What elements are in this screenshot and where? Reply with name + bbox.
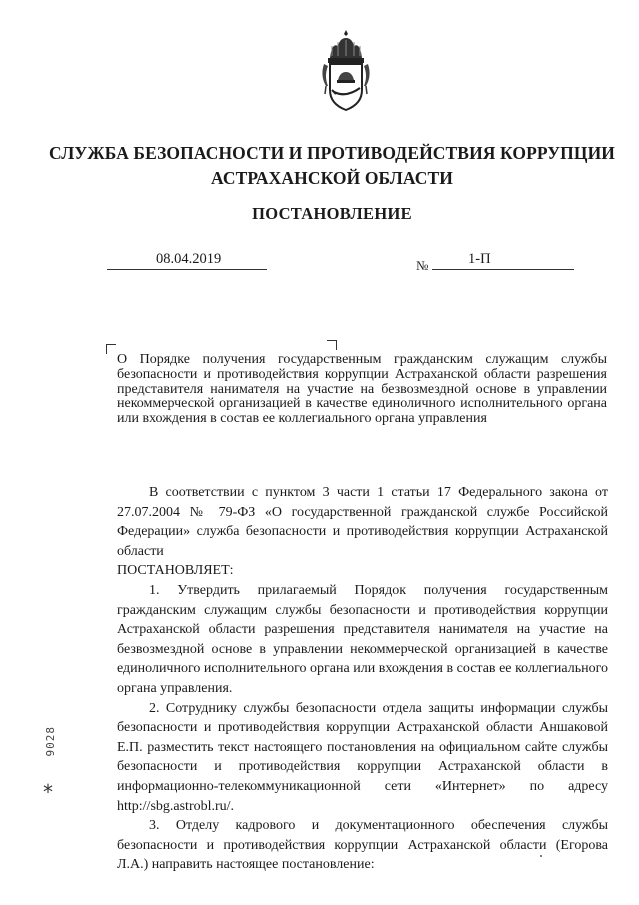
subject-corner-right: [327, 340, 337, 350]
document-type: ПОСТАНОВЛЕНИЕ: [252, 204, 412, 223]
intro-paragraph: В соответствии с пунктом 3 части 1 статьи 17 Федерального закона от 27.07.2004 № 79-ФЗ «О государственной гражданской службе Российской Федерации» служба безопасности и противодействия коррупции Астраханской области: [117, 485, 608, 559]
astrakhan-coat-of-arms-icon: [318, 28, 374, 114]
item-3-paragraph: 3. Отделу кадрового и документационного обеспечения службы безопасности и противодействия коррупции Астраханской области (Егорова Л.А.) направить настоящее постановление:: [117, 818, 608, 873]
document-date: 08.04.2019: [156, 251, 222, 267]
number-sign: №: [416, 258, 429, 273]
item-2-paragraph: 2. Сотруднику службы безопасности отдела защиты информации службы безопасности и противодействия коррупции Астраханской области Аншаковой Е.П. разместить текст настоящего постановления на официальном сайте службы безопасности и противодействия коррупции Астраханской области в информационно-телекоммуникационной сети «Интернет» по адресу http://sbg.astrobl.ru/.: [117, 700, 608, 814]
subject-corner-left: [106, 344, 116, 354]
resolves-heading: ПОСТАНОВЛЯЕТ:: [117, 563, 234, 579]
margin-stamp-number: 9028: [44, 726, 57, 757]
number-underline: [432, 269, 574, 270]
scan-speck: [540, 855, 542, 857]
date-underline: [107, 269, 267, 270]
document-body: [117, 483, 608, 875]
item-1-paragraph: 1. Утвердить прилагаемый Порядок получения государственным гражданским служащим службы безопасности и противодействия коррупции Астраханской области разрешения представителя нанимателя на участие на безвозмездной основе в управлении некоммерческой организацией в качестве единоличного исполнительного органа или вхождения в состав ее коллегиального органа управления.: [117, 582, 608, 696]
document-subject: О Порядке получения государственным гражданским служащим службы безопасности и противодействия коррупции Астраханской области разрешения представителя нанимателя на участие на безвозмездной основе в управлении некоммерческой организацией в качестве единоличного исполнительного органа или вхождения в состав ее коллегиального органа управления: [117, 352, 607, 427]
document-number: 1-П: [468, 251, 491, 267]
margin-stamp-star: *: [43, 780, 53, 804]
org-name-line1: СЛУЖБА БЕЗОПАСНОСТИ И ПРОТИВОДЕЙСТВИЯ КОРРУПЦИИ: [48, 143, 616, 163]
org-name-line2: АСТРАХАНСКОЙ ОБЛАСТИ: [210, 168, 454, 188]
